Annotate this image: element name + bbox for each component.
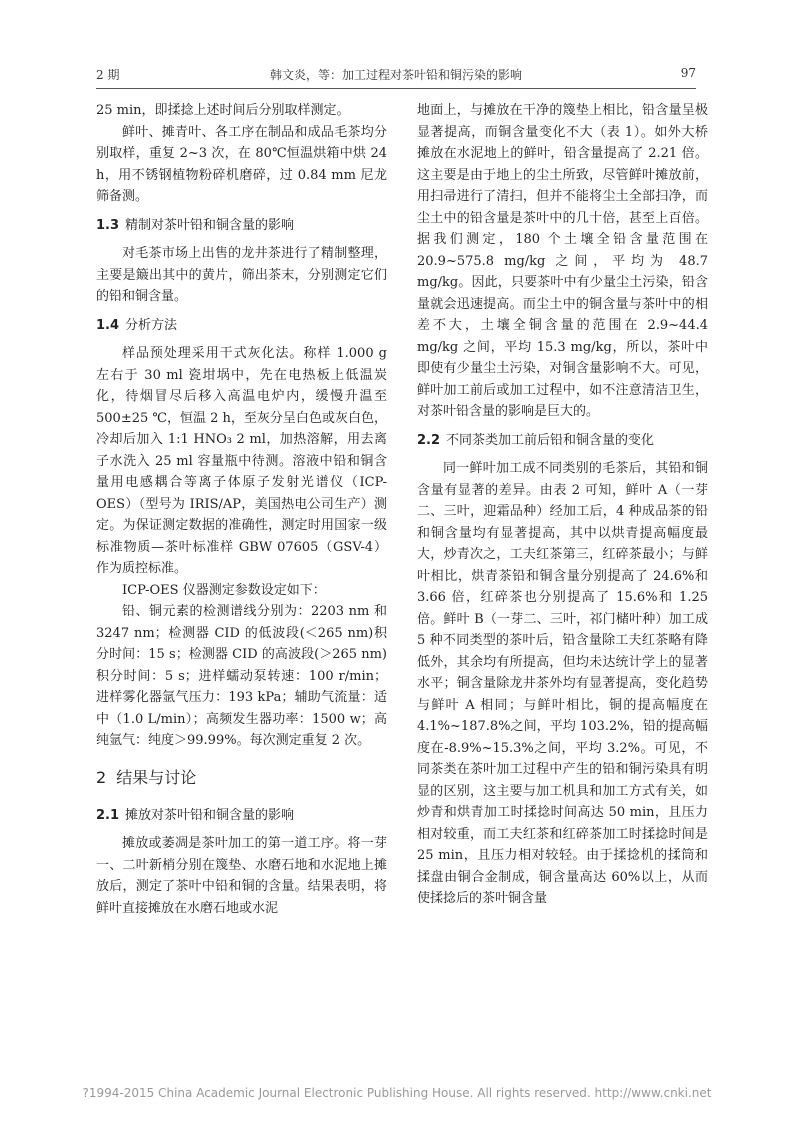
paragraph: 同一鲜叶加工成不同类别的毛茶后，其铅和铜含量有显著的差异。由表 2 可知，鲜叶 A（一芽二、三叶，迎霜品种）经加工后，4 种成品茶的铅和铜含量均有显著提高，其中以烘青提高幅度最大，炒青次之，工夫红茶第三，红碎茶最小；与鲜叶相比，烘青茶铅和铜含量分别提高了 24.6%和 3.66 倍，红碎茶也分别提高了 15.6%和 1.25 倍。鲜叶 B（一芽二、三叶，祁门槠叶种）加工成 5 种不同类型的茶叶后，铅含量除工夫红茶略有降低外，其余均有所提高，但均未达统计学上的显著水平；铜含量除龙井茶外均有显著提高，变化趋势与鲜叶 A 相同；与鲜叶相比，铜的提高幅度在 4.1%~187.8%之间，平均 103.2%，铅的提高幅度在-8.9%~15.3%之间，平均 3.2%。可见，不同茶类在茶叶加工过程中产生的铅和铜污染具有明显的区别，这主要与加工机具和加工方式有关，如炒青和烘青加工时揉捻时间高达 50 min，且压力相对较重，而工夫红茶和红碎茶加工时揉捻时间是 25 min，且压力相对较轻。由于揉捻机的揉筒和揉盘由铜合金制成，铜含量高达 60%以上，从而使揉捻后的茶叶铜含量 — [417, 461, 708, 906]
paragraph: 样品预处理采用干式灰化法。称样 1.000 g 左右于 30 ml 瓷坩埚中，先在电热板上低温炭化，待烟冒尽后移入高温电炉内，缓慢升温至 500±25 ℃，恒温 2 h，至灰分呈白色或灰白色，冷却后加入 1:1 HNO₃ 2 ml，加热溶解，用去离子水洗入 25 ml 容量瓶中待测。溶液中铅和铜含量用电感耦合等离子体原子发射光谱仪（ICP-OES）（型号为 IRIS/AP，美国热电公司生产）测定。为保证测定数据的准确性，测定时用国家一级标准物质—茶叶标准样 GBW 07605（GSV-4）作为质控标准。 — [96, 346, 387, 576]
section-number: 2.2 — [417, 432, 441, 448]
paragraph: 对毛茶市场上出售的龙井茶进行了精制整理，主要是簸出其中的黄片，筛出茶末，分别测定它们的铅和铜含量。 — [96, 246, 387, 304]
left-column — [96, 100, 387, 919]
section-number: 1.4 — [96, 317, 120, 333]
paragraph: ICP-OES 仪器测定参数设定如下： — [122, 582, 326, 598]
copyright-footer: ?1994-2015 China Academic Journal Electronic Publishing House. All rights reserved. http://www.cnki.net — [82, 1086, 712, 1100]
section-title: 分析方法 — [125, 317, 178, 333]
paragraph: 25 min，即揉捻上述时间后分别取样测定。 — [96, 103, 350, 118]
section-title: 精制对茶叶铅和铜含量的影响 — [125, 217, 295, 233]
running-title: 韩文炎，等：加工过程对茶叶铅和铜污染的影响 — [269, 68, 522, 82]
paragraph: 摊放或萎凋是茶叶加工的第一道工序。将一芽一、二叶新梢分别在篾垫、水磨石地和水泥地上摊放后，测定了茶叶中铅和铜的含量。结果表明，将鲜叶直接摊放在水磨石地或水泥 — [96, 836, 387, 916]
section-heading-1-4 — [96, 308, 387, 344]
section-title: 结果与讨论 — [116, 767, 197, 787]
section-heading-1-3 — [96, 208, 387, 244]
section-heading-2-2 — [417, 423, 708, 459]
paragraph: 铅、铜元素的检测谱线分别为：2203 nm 和 3247 nm；检测器 CID 的低波段(＜265 nm)积分时间：15 s；检测器 CID 的高波段(＞265 nm)积分时间：5 s；进样蠕动泵转速：100 r/min；进样雾化器氩气压力：193 kPa；辅助气流量：适中（1.0 L/min）；高频发生器功率：1500 w；高纯氩气：纯度＞99.99%。每次测定重复 2 次。 — [96, 604, 387, 748]
right-column — [417, 100, 708, 910]
section-heading-2-1 — [96, 798, 387, 834]
running-header — [96, 66, 696, 84]
paragraph: 地面上，与摊放在干净的篾垫上相比，铅含量呈极显著提高，而铜含量变化不大（表 1）。如外大桥摊放在水泥地上的鲜叶，铅含量提高了 2.21 倍。这主要是由于地上的尘土所致，尽管鲜叶摊放前，用扫帚进行了清扫，但并不能将尘土全部扫净，而尘土中的铅含量是茶叶中的几十倍，甚至上百倍。据我们测定，180 个土壤全铅含量范围在 20.9~575.8 mg/kg 之间，平均为 48.7 mg/kg。因此，只要茶叶中有少量尘土污染，铅含量就会迅速提高。而尘土中的铜含量与茶叶中的相差不大，土壤全铜含量的范围在 2.9~44.4 mg/kg 之间，平均 15.3 mg/kg，所以，茶叶中即使有少量尘土污染，对铜含量影响不大。可见，鲜叶加工前后或加工过程中，如不注意清洁卫生，对茶叶铅含量的影响是巨大的。 — [417, 103, 708, 419]
section-number: 1.3 — [96, 217, 120, 233]
section-title: 不同茶类加工前后铅和铜含量的变化 — [446, 432, 655, 448]
section-number: 2 — [96, 767, 107, 787]
issue-number: 2 期 — [96, 68, 120, 82]
page-number: 97 — [680, 66, 696, 80]
section-number: 2.1 — [96, 807, 120, 823]
section-title: 摊放对茶叶铅和铜含量的影响 — [125, 807, 295, 823]
header-rule — [96, 88, 696, 89]
section-heading-2 — [96, 752, 387, 798]
paragraph: 鲜叶、摊青叶、各工序在制品和成品毛茶均分别取样，重复 2~3 次，在 80℃恒温烘箱中烘 24 h，用不锈钢植物粉碎机磨碎，过 0.84 mm 尼龙筛备测。 — [96, 124, 387, 204]
